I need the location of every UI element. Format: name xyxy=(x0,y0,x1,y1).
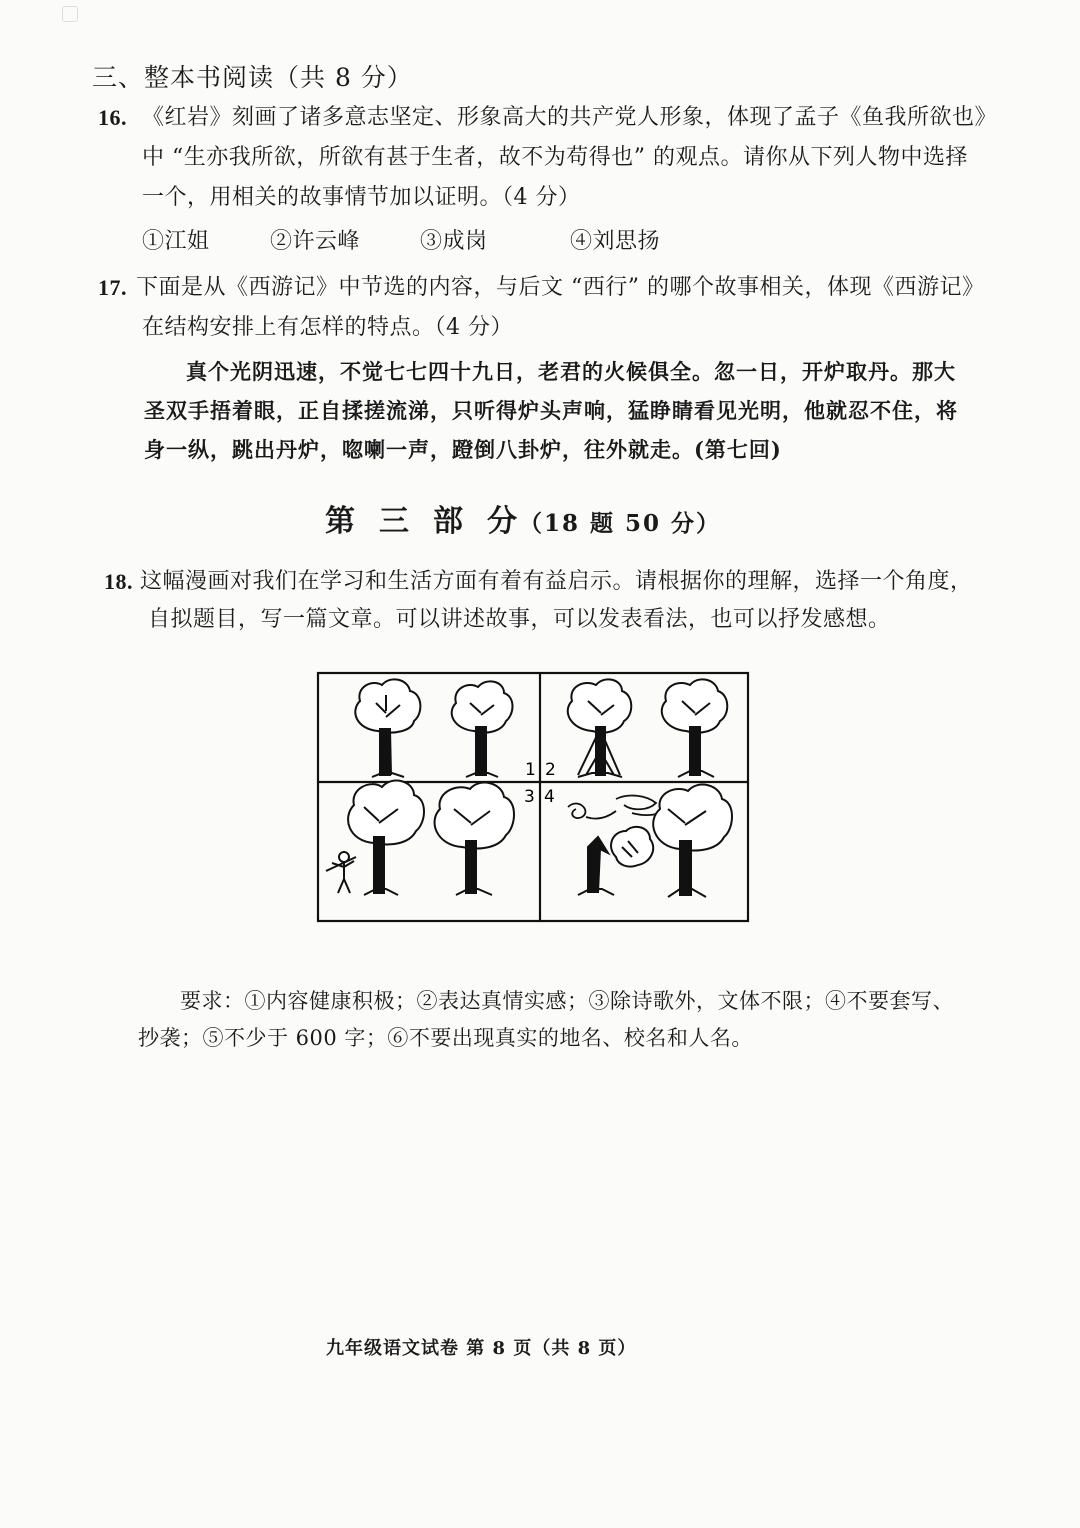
requirements-line-2: 抄袭；⑤不少于 600 字；⑥不要出现真实的地名、校名和人名。 xyxy=(138,1026,753,1050)
question-17-line-1: 下面是从《西游记》中节选的内容，与后文 “西行” 的哪个故事相关，体现《西游记》 xyxy=(136,275,985,300)
tree-icon xyxy=(653,785,732,897)
four-panel-comic xyxy=(316,671,750,923)
person-icon xyxy=(326,852,356,893)
quote-line-1: 真个光阴迅速，不觉七七四十九日，老君的火候俱全。忽一日，开炉取丹。那大 xyxy=(186,359,956,384)
option-3: ③成岗 xyxy=(420,229,488,254)
question-16-number: 16. xyxy=(98,105,127,130)
tree-icon xyxy=(355,679,420,777)
question-18-line-1: 这幅漫画对我们在学习和生活方面有着有益启示。请根据你的理解，选择一个角度， xyxy=(140,569,973,594)
quote-line-2: 圣双手捂着眼，正自揉搓流涕，只听得炉头声响，猛睁睛看见光明，他就忍不住，将 xyxy=(144,398,958,423)
question-18-number: 18. xyxy=(104,569,133,594)
page-footer: 九年级语文试卷 第 8 页（共 8 页） xyxy=(326,1338,637,1359)
question-17-line-2: 在结构安排上有怎样的特点。（4 分） xyxy=(142,315,513,340)
tree-icon xyxy=(452,681,513,777)
option-1: ①江姐 xyxy=(142,229,210,254)
tree-icon xyxy=(435,783,514,895)
question-16-line-2: 中 “生亦我所欲，所欲有甚于生者，故不为苟得也” 的观点。请你从下列人物中选择 xyxy=(142,145,968,170)
quote-line-3: 身一纵，跳出丹炉，唿喇一声，蹬倒八卦炉，往外就走。(第七回) xyxy=(144,437,782,462)
panel-number-1: 1 xyxy=(525,760,536,780)
requirements-line-1: 要求：①内容健康积极；②表达真情实感；③除诗歌外，文体不限；④不要套写、 xyxy=(180,989,954,1013)
question-16-options xyxy=(142,222,660,262)
fallen-tree-icon xyxy=(578,827,653,895)
tree-icon xyxy=(662,679,728,777)
supported-tree-icon xyxy=(568,679,632,777)
scan-artifact xyxy=(62,6,78,22)
panel-number-2: 2 xyxy=(545,760,556,780)
option-2: ②许云峰 xyxy=(270,229,361,254)
question-17-number: 17. xyxy=(98,275,127,300)
wind-icon xyxy=(568,796,668,819)
part-three-heading: 第 三 部 分（18 题 50 分） xyxy=(325,504,722,539)
panel-number-4: 4 xyxy=(544,787,555,807)
tree-icon xyxy=(348,781,424,895)
panel-number-3: 3 xyxy=(524,787,535,807)
option-4: ④刘思扬 xyxy=(570,229,661,254)
question-18-line-2: 自拟题目，写一篇文章。可以讲述故事，可以发表看法，也可以抒发感想。 xyxy=(148,607,891,632)
section-heading: 三、整本书阅读（共 8 分） xyxy=(92,63,413,92)
question-16-line-1: 《红岩》刻画了诸多意志坚定、形象高大的共产党人形象，体现了孟子《鱼我所欲也》 xyxy=(142,105,998,130)
question-16-line-3: 一个，用相关的故事情节加以证明。（4 分） xyxy=(142,185,581,210)
